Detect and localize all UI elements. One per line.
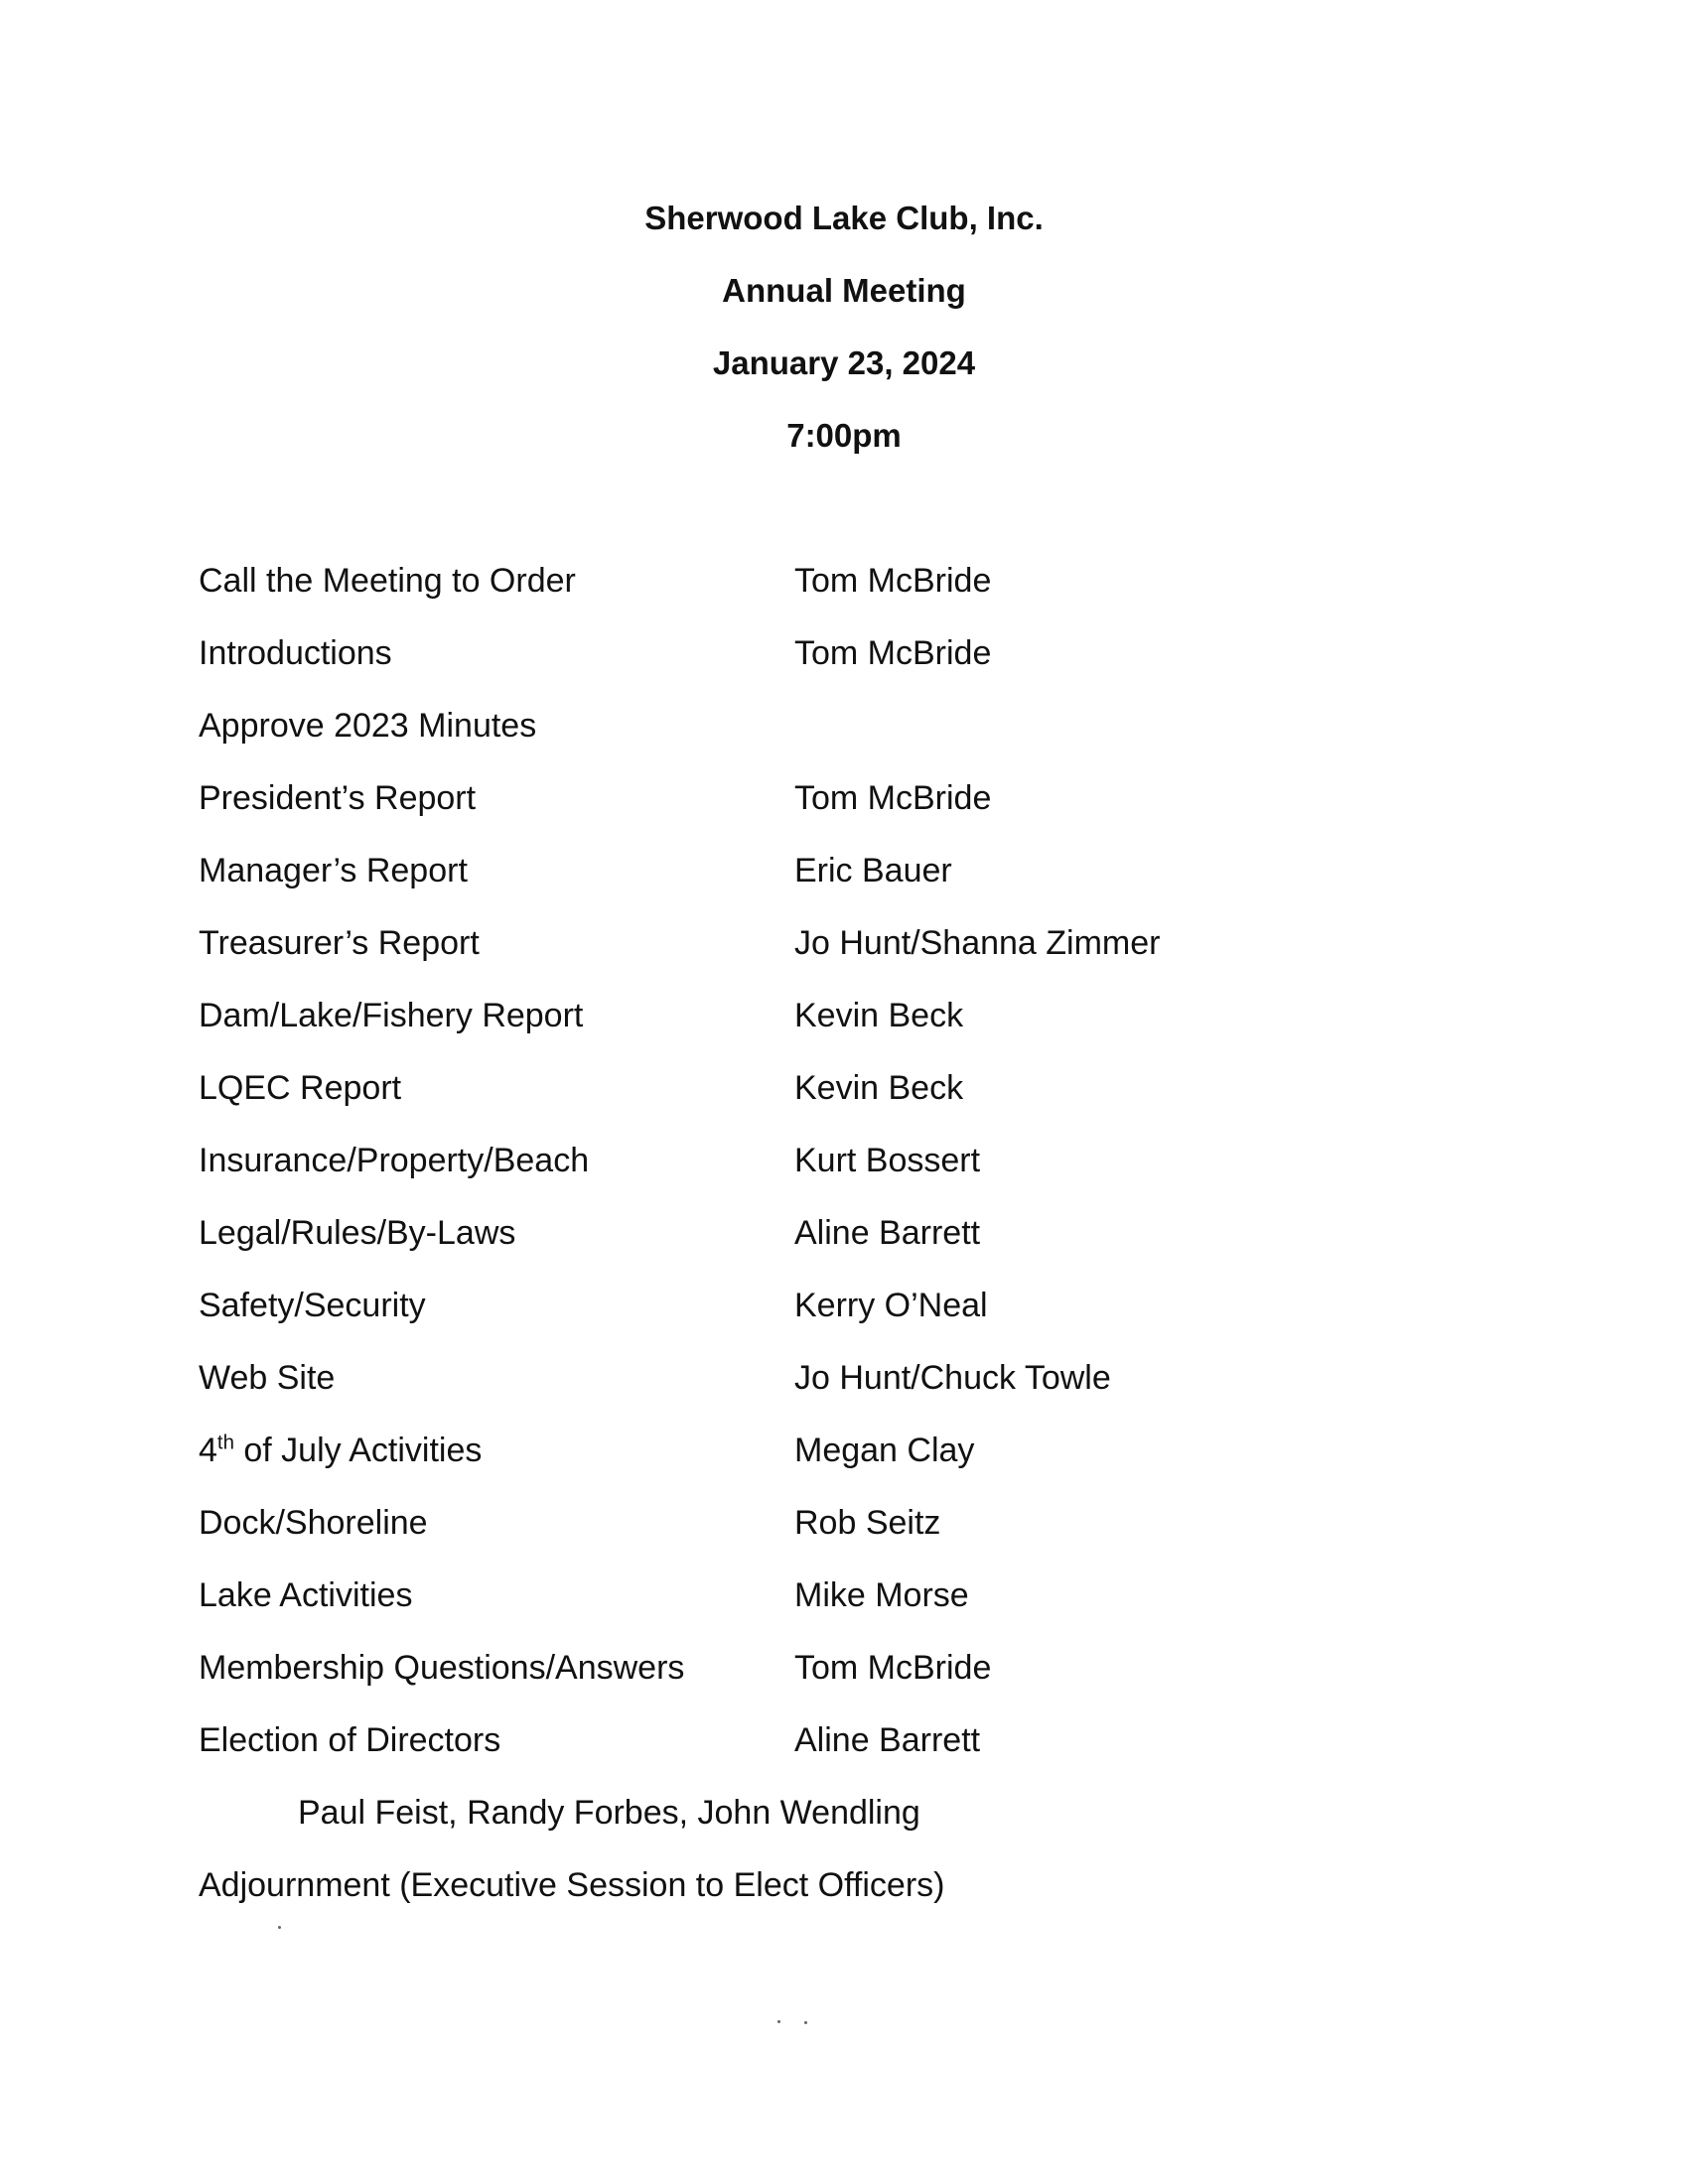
agenda-row	[0, 776, 1688, 820]
agenda-item: Lake Activities	[199, 1576, 413, 1614]
agenda-item: Approve 2023 Minutes	[199, 707, 537, 745]
agenda-presenter: Aline Barrett	[794, 1721, 981, 1759]
agenda-presenter: Jo Hunt/Shanna Zimmer	[794, 924, 1161, 962]
scan-speck	[804, 2021, 807, 2024]
meeting-title: Annual Meeting	[722, 272, 966, 309]
agenda-presenter: Megan Clay	[794, 1432, 975, 1469]
agenda-item: Dam/Lake/Fishery Report	[199, 997, 584, 1034]
ordinal-number: 4	[199, 1432, 217, 1469]
org-name: Sherwood Lake Club, Inc.	[644, 200, 1044, 236]
agenda-presenter: Jo Hunt/Chuck Towle	[794, 1359, 1111, 1397]
agenda-presenter: Eric Bauer	[794, 852, 952, 889]
agenda-row	[0, 1284, 1688, 1327]
agenda-row	[0, 1501, 1688, 1545]
agenda-item: Dock/Shoreline	[199, 1504, 428, 1542]
agenda-item: Election of Directors	[199, 1721, 501, 1759]
agenda-item: Manager’s Report	[199, 852, 468, 889]
agenda-row	[0, 849, 1688, 892]
agenda-item: Membership Questions/Answers	[199, 1649, 685, 1687]
agenda-item: President’s Report	[199, 779, 477, 817]
agenda-row	[0, 1211, 1688, 1255]
agenda-presenter: Kurt Bossert	[794, 1142, 981, 1179]
agenda-presenter: Tom McBride	[794, 779, 992, 817]
agenda-item: Safety/Security	[199, 1287, 426, 1324]
agenda-item-july	[199, 1429, 482, 1472]
meeting-date: January 23, 2024	[712, 344, 976, 381]
agenda-row	[0, 1139, 1688, 1182]
scan-speck	[777, 2020, 780, 2023]
agenda-presenter: Kerry O’Neal	[794, 1287, 988, 1324]
agenda-row	[0, 559, 1688, 603]
agenda-item: Call the Meeting to Order	[199, 562, 576, 600]
agenda-item: Web Site	[199, 1359, 336, 1397]
agenda-row	[0, 1573, 1688, 1617]
agenda-row	[0, 921, 1688, 965]
director-nominees: Paul Feist, Randy Forbes, John Wendling	[298, 1794, 920, 1832]
agenda-presenter: Tom McBride	[794, 634, 992, 672]
agenda-row	[0, 704, 1688, 748]
agenda-presenter: Kevin Beck	[794, 997, 964, 1034]
agenda-row	[0, 1429, 1688, 1472]
agenda-row	[0, 1646, 1688, 1690]
scan-speck	[278, 1926, 281, 1929]
agenda-row	[0, 1718, 1688, 1762]
meeting-time: 7:00pm	[786, 417, 902, 454]
agenda-presenter: Kevin Beck	[794, 1069, 964, 1107]
agenda-row	[0, 1066, 1688, 1110]
agenda-item: Treasurer’s Report	[199, 924, 480, 962]
agenda-presenter: Tom McBride	[794, 1649, 992, 1687]
agenda-presenter: Aline Barrett	[794, 1214, 981, 1252]
agenda-item-text: of July Activities	[233, 1432, 483, 1469]
agenda-row	[0, 994, 1688, 1037]
agenda-item: Introductions	[199, 634, 392, 672]
adjournment-line: Adjournment (Executive Session to Elect Officers)	[199, 1866, 945, 1904]
agenda-row	[0, 631, 1688, 675]
agenda-presenter: Tom McBride	[794, 562, 992, 600]
ordinal-suffix: th	[216, 1432, 234, 1454]
agenda-item: Legal/Rules/By-Laws	[199, 1214, 516, 1252]
agenda-row	[0, 1356, 1688, 1400]
agenda-item: Insurance/Property/Beach	[199, 1142, 590, 1179]
agenda-presenter: Rob Seitz	[794, 1504, 941, 1542]
agenda-presenter: Mike Morse	[794, 1576, 969, 1614]
agenda-item: LQEC Report	[199, 1069, 402, 1107]
